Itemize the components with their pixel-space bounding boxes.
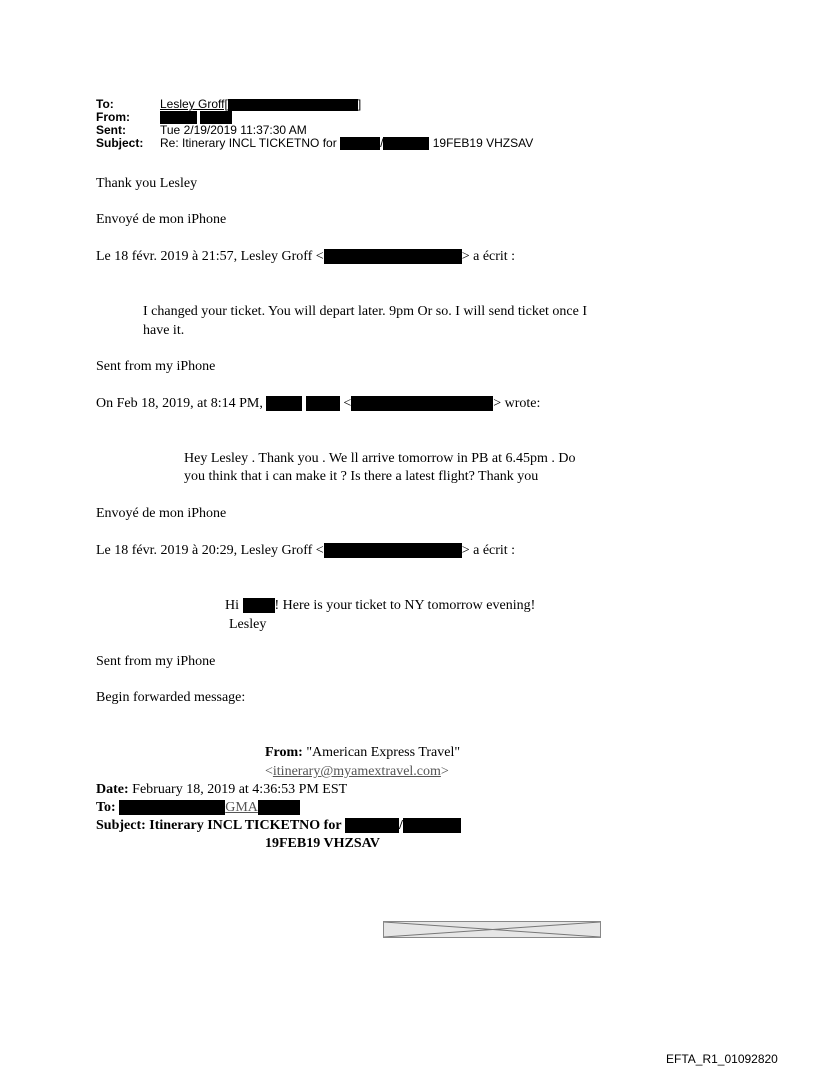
broken-image-placeholder [383,921,601,938]
fwd-date-label: Date: [96,782,129,797]
header-to-row [96,98,361,111]
fwd-from-value: "American Express Travel" [306,745,461,760]
quote-intro-1 [96,249,515,265]
quote-intro-3 [96,543,515,559]
changed-ticket-line-2: have it. [143,323,185,338]
redaction [266,396,302,411]
changed-ticket-line-1: I changed your ticket. You will depart later. 9pm Or so. I will send ticket once I [143,304,588,319]
fwd-to-row [96,800,300,816]
fwd-from-row [265,745,460,761]
redaction [340,137,380,150]
redaction [324,543,462,558]
redaction [119,800,225,815]
document-id: EFTA_R1_01092820 [666,1052,778,1066]
from-label: From: [96,110,130,124]
fwd-from-email-link[interactable]: itinerary@myamextravel.com [272,764,441,779]
hi-line [225,598,535,614]
quote-intro-prefix: On Feb 18, 2019, at 8:14 PM, [96,396,263,411]
header-subject-row [96,137,533,150]
to-label: To: [96,97,114,111]
subject-label: Subject: [96,136,144,150]
fwd-from-email-row [265,764,449,780]
hey-lesley-line-2: you think that i can make it ? Is there a latest flight? Thank you [184,469,539,484]
envoye-text-2: Envoyé de mon iPhone [96,506,227,521]
hi-prefix: Hi [225,598,239,613]
fwd-subject-row [96,818,461,834]
redaction [243,598,275,613]
hi-suffix: ! Here is your ticket to NY tomorrow evening! [274,598,536,613]
fwd-subject-line-2: 19FEB19 VHZSAV [265,836,381,851]
redaction [258,800,300,815]
redaction [324,249,462,264]
fwd-to-label: To: [96,800,116,815]
sent-iphone-text-2: Sent from my iPhone [96,654,216,669]
quote-intro-suffix: > wrote: [493,396,541,411]
envoye-text-1: Envoyé de mon iPhone [96,212,227,227]
quote-intro-suffix: > a écrit : [461,543,516,558]
fwd-subject-value: Itinerary INCL TICKETNO for [149,818,342,833]
quote-intro-prefix: Le 18 févr. 2019 à 20:29, Lesley Groff < [96,543,324,558]
quote-intro-suffix: > a écrit : [461,249,516,264]
redaction [351,396,493,411]
fwd-to-gma[interactable]: GMA [225,800,258,815]
sent-label: Sent: [96,123,126,137]
quote-intro-2 [96,396,540,412]
fwd-email-lt: < [265,764,273,779]
lesley-signature: Lesley [229,617,267,632]
to-name: Lesley Groff[ [160,97,228,111]
thank-you-text: Thank you Lesley [96,176,198,191]
redaction [403,818,461,833]
sent-value: Tue 2/19/2019 11:37:30 AM [160,123,307,137]
redaction [383,137,429,150]
subject-suffix: 19FEB19 VHZSAV [432,136,534,150]
to-suffix: ] [357,97,362,111]
subject-prefix: Re: Itinerary INCL TICKETNO for [160,136,337,150]
fwd-email-gt: > [440,764,449,779]
sent-iphone-text-1: Sent from my iPhone [96,359,216,374]
redaction [345,818,399,833]
hey-lesley-line-1: Hey Lesley . Thank you . We ll arrive tomorrow in PB at 6.45pm . Do [184,451,576,466]
fwd-subject-label: Subject: [96,818,146,833]
broken-image-icon [384,922,600,937]
fwd-from-label: From: [265,745,303,760]
redaction [228,99,358,111]
fwd-subject-slash: / [399,818,403,833]
quote-intro-prefix: Le 18 févr. 2019 à 21:57, Lesley Groff < [96,249,324,264]
redaction [306,396,340,411]
subject-slash: / [380,136,384,150]
quote-intro-lt: < [343,396,352,411]
fwd-date-value: February 18, 2019 at 4:36:53 PM EST [132,782,348,797]
fwd-date-row [96,782,347,798]
begin-forwarded-text: Begin forwarded message: [96,690,246,705]
